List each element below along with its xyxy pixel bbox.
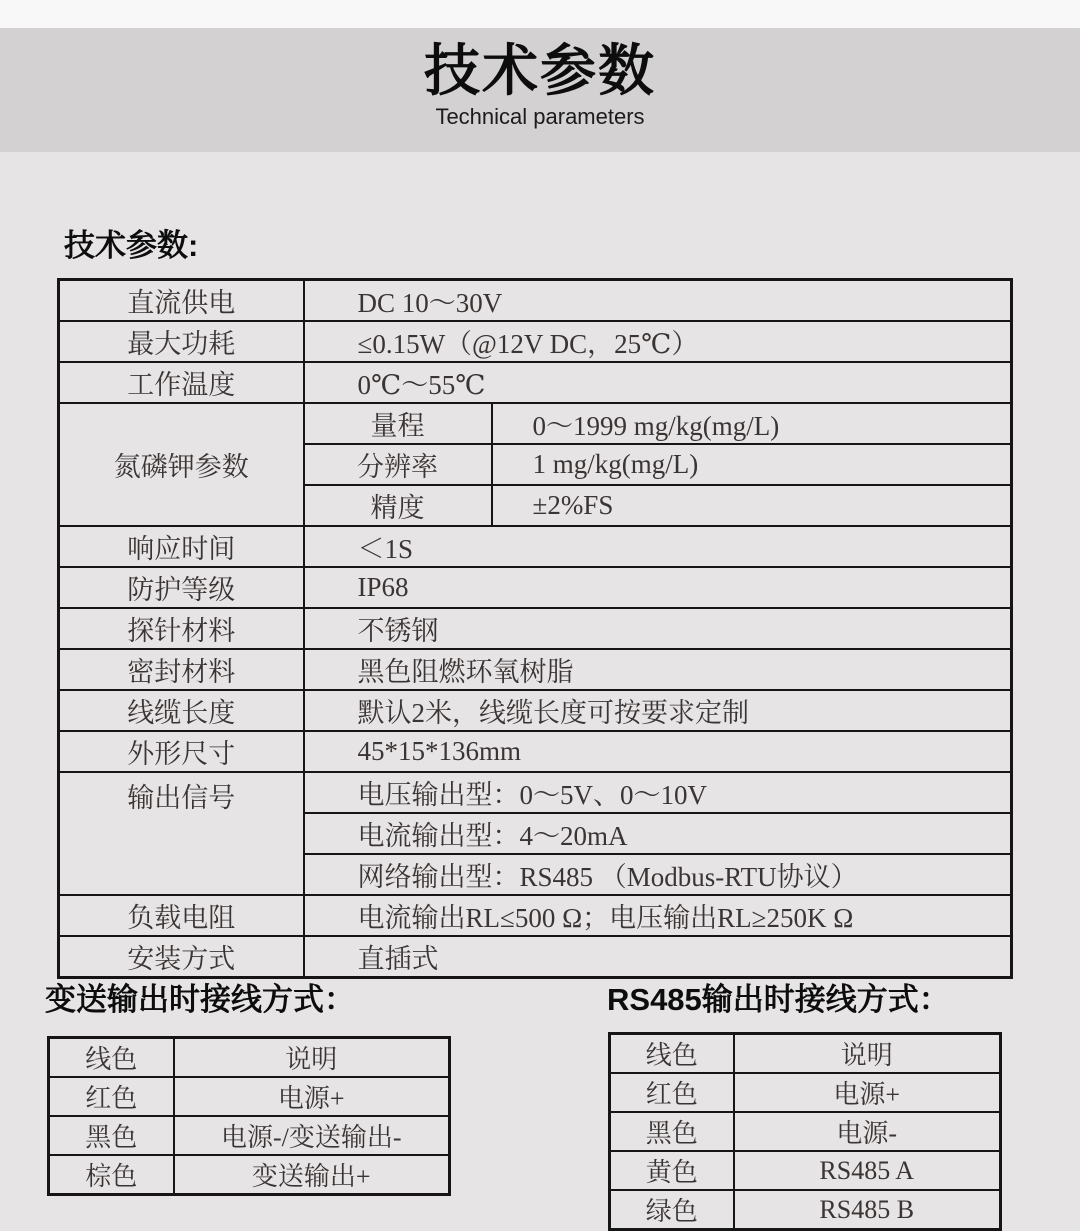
wire-color-header: 线色 [49, 1038, 174, 1078]
table-row [59, 649, 1012, 690]
wire-desc-cell: RS485 B [734, 1190, 1001, 1230]
spec-value: 0℃～55℃ [304, 362, 1012, 403]
wire-color-cell: 黑色 [49, 1116, 174, 1155]
table-row [59, 280, 1012, 322]
table-row [59, 321, 1012, 362]
table-row [49, 1038, 450, 1078]
spec-value: 电流输出型：4～20mA [304, 813, 1012, 854]
table-row [59, 731, 1012, 772]
wire-desc-cell: 电源-/变送输出- [174, 1116, 450, 1155]
spec-value: 黑色阻燃环氧树脂 [304, 649, 1012, 690]
wire-color-cell: 黑色 [610, 1112, 734, 1151]
spec-sublabel: 量程 [304, 403, 492, 444]
spec-value: 网络输出型：RS485 （Modbus-RTU协议） [304, 854, 1012, 895]
hero-banner [0, 28, 1080, 152]
spec-label: 最大功耗 [59, 321, 304, 362]
wire-desc-cell: 电源+ [174, 1077, 450, 1116]
spec-value: ＜1S [304, 526, 1012, 567]
spec-label: 外形尺寸 [59, 731, 304, 772]
spec-label: 响应时间 [59, 526, 304, 567]
spec-value: 电流输出RL≤500 Ω；电压输出RL≥250K Ω [304, 895, 1012, 936]
wire-color-cell: 红色 [49, 1077, 174, 1116]
wire-desc-cell: 电源- [734, 1112, 1001, 1151]
table-row [59, 936, 1012, 978]
table-row [59, 608, 1012, 649]
spec-label: 工作温度 [59, 362, 304, 403]
wire-color-cell: 棕色 [49, 1155, 174, 1195]
spec-label-npk-group: 氮磷钾参数 [59, 403, 304, 526]
table-row [59, 403, 1012, 444]
spec-label: 防护等级 [59, 567, 304, 608]
wire-color-header: 线色 [610, 1034, 734, 1074]
wire-desc-cell: 电源+ [734, 1073, 1001, 1112]
wire-desc-cell: 变送输出+ [174, 1155, 450, 1195]
spec-value: 45*15*136mm [304, 731, 1012, 772]
spec-sublabel: 分辨率 [304, 444, 492, 485]
rs485-wiring-title: RS485输出时接线方式： [607, 982, 950, 1017]
table-row [610, 1151, 1001, 1190]
spec-label: 负载电阻 [59, 895, 304, 936]
spec-table [57, 278, 1013, 979]
spec-value: ≤0.15W（@12V DC，25℃） [304, 321, 1012, 362]
table-row [610, 1073, 1001, 1112]
spec-value: 1 mg/kg(mg/L) [492, 444, 1012, 485]
spec-label: 安装方式 [59, 936, 304, 978]
spec-label: 密封材料 [59, 649, 304, 690]
spec-value: 电压输出型：0～5V、0～10V [304, 772, 1012, 813]
wire-desc-cell: RS485 A [734, 1151, 1001, 1190]
spec-section-heading: 技术参数: [64, 228, 199, 263]
wire-color-cell: 绿色 [610, 1190, 734, 1230]
table-row [59, 772, 1012, 813]
table-row [49, 1155, 450, 1195]
page-title: 技术参数 [424, 39, 656, 102]
spec-sublabel: 精度 [304, 485, 492, 526]
transmit-wiring-title: 变送输出时接线方式： [45, 982, 355, 1017]
transmit-wiring-table [47, 1036, 451, 1196]
top-strip [0, 0, 1080, 28]
spec-label: 探针材料 [59, 608, 304, 649]
spec-value: IP68 [304, 567, 1012, 608]
spec-label: 线缆长度 [59, 690, 304, 731]
spec-value: ±2%FS [492, 485, 1012, 526]
spec-value: 不锈钢 [304, 608, 1012, 649]
table-row [610, 1112, 1001, 1151]
wire-desc-header: 说明 [734, 1034, 1001, 1074]
rs485-wiring-table [608, 1032, 1002, 1231]
table-row [59, 362, 1012, 403]
table-row [610, 1190, 1001, 1230]
table-row [59, 526, 1012, 567]
table-row [59, 895, 1012, 936]
spec-value: 默认2米，线缆长度可按要求定制 [304, 690, 1012, 731]
spec-label: 直流供电 [59, 280, 304, 322]
table-row [49, 1077, 450, 1116]
page-subtitle: Technical parameters [435, 103, 645, 129]
spec-value: 0～1999 mg/kg(mg/L) [492, 403, 1012, 444]
table-row [59, 690, 1012, 731]
table-row [49, 1116, 450, 1155]
wire-color-cell: 红色 [610, 1073, 734, 1112]
wire-color-cell: 黄色 [610, 1151, 734, 1190]
table-row [610, 1034, 1001, 1074]
wire-desc-header: 说明 [174, 1038, 450, 1078]
table-row [59, 567, 1012, 608]
spec-label-output-group: 输出信号 [59, 772, 304, 895]
spec-value: 直插式 [304, 936, 1012, 978]
spec-value: DC 10～30V [304, 280, 1012, 322]
